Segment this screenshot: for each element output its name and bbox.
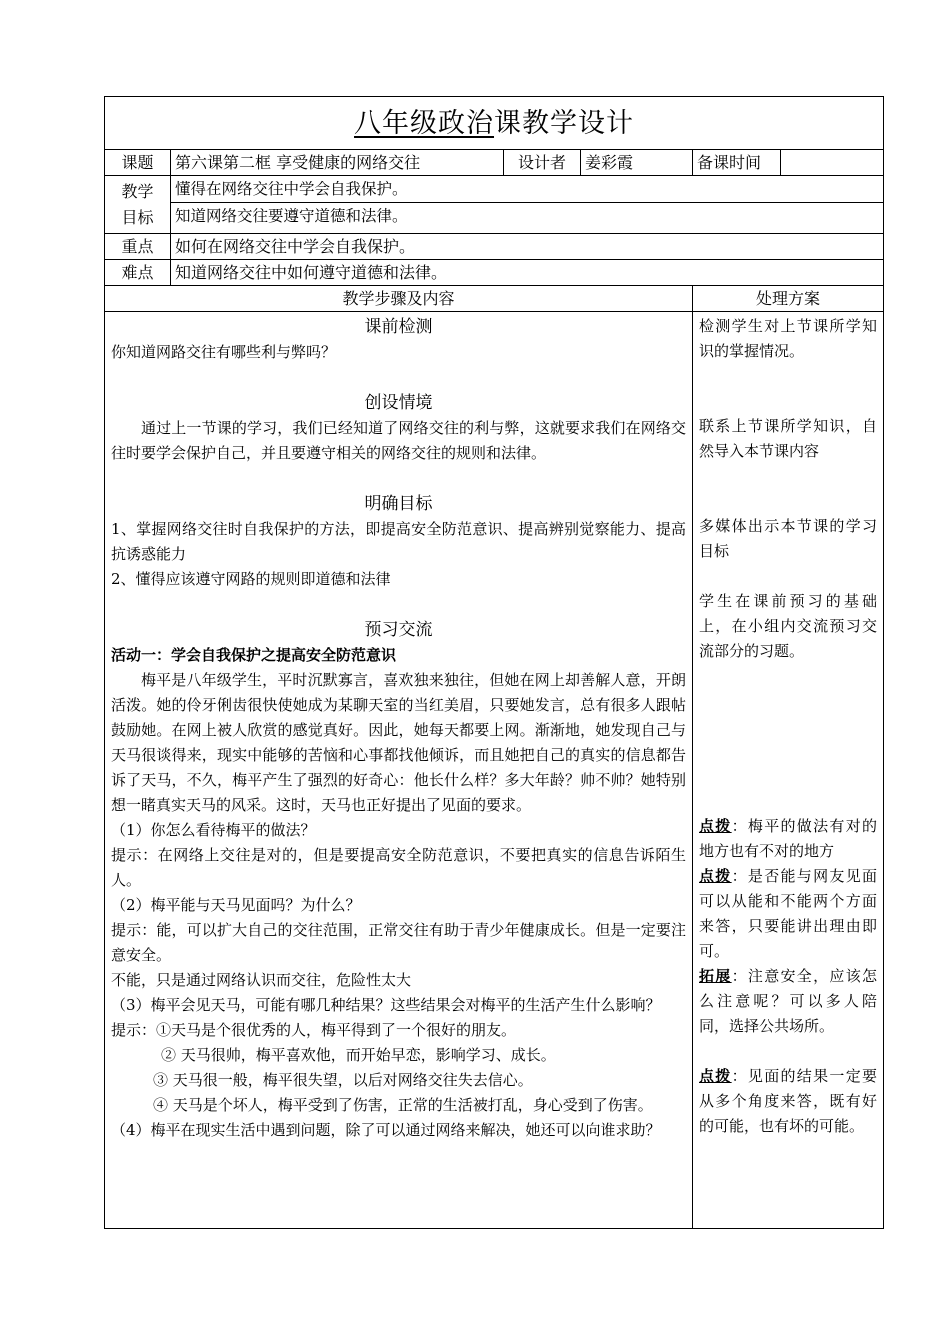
tip-2-label: 点拨 <box>699 867 732 885</box>
goals-label <box>105 176 171 234</box>
steps-column-header: 教学步骤及内容 <box>105 286 693 312</box>
steps-content <box>105 312 693 1229</box>
lesson-value: 第六课第二框 享受健康的网络交往 <box>171 150 504 176</box>
objective-item-2: 2、懂得应该遵守网路的规则即道德和法律 <box>111 570 391 588</box>
prep-time-value <box>781 150 884 176</box>
key-point-value: 如何在网络交往中学会自我保护。 <box>171 234 884 260</box>
question-2: （2）梅平能与天马见面吗？为什么？ <box>111 896 361 914</box>
answer-3-2: ② 天马很帅，梅平喜欢他，而开始早恋，影响学习、成长。 <box>161 1046 556 1064</box>
tip-3-text: ：注意安全，应该怎么注意呢？可以多人陪同，选择公共场所。 <box>699 967 878 1035</box>
activity-heading: 活动一：学会自我保护之提高安全防范意识 <box>111 646 397 664</box>
designer-value: 姜彩霞 <box>581 150 693 176</box>
lesson-plan-table <box>104 96 884 1229</box>
tip-3-label: 拓展 <box>699 967 732 985</box>
pretest-text: 你知道网路交往有哪些利与弊吗？ <box>111 343 337 361</box>
tip-2 <box>699 864 877 964</box>
preview-title: 预习交流 <box>364 620 433 640</box>
plan-content <box>693 312 884 1229</box>
goal-item-1: 懂得在网络交往中学会自我保护。 <box>171 176 884 203</box>
plan-column-header: 处理方案 <box>693 286 884 312</box>
designer-label: 设计者 <box>504 150 581 176</box>
tip-4-text: ：见面的结果一定要从多个角度来答，既有好的可能，也有坏的可能。 <box>699 1067 878 1135</box>
tip-4-label: 点拨 <box>699 1067 732 1085</box>
note-objectives: 多媒体出示本节课的学习目标 <box>699 517 878 560</box>
note-pretest: 检测学生对上节课所学知识的掌握情况。 <box>699 317 878 360</box>
objective-item-1: 1、掌握网络交往时自我保护的方法，即提高安全防范意识、提高辨别觉察能力、提高抗诱惑能力 <box>111 520 686 563</box>
goals-label-line1: 教学 <box>121 181 154 201</box>
answer-2a: 提示：能，可以扩大自己的交往范围，正常交往有助于青少年健康成长。但是一定要注意安全。 <box>111 921 686 964</box>
scenario-text: 通过上一节课的学习，我们已经知道了网络交往的利与弊，这就要求我们在网络交往时要学会保护自己，并且要遵守相关的网络交往的规则和法律。 <box>111 419 686 462</box>
question-1: （1）你怎么看待梅平的做法？ <box>111 821 316 839</box>
scenario-title: 创设情境 <box>364 393 433 413</box>
question-4: （4）梅平在现实生活中遇到问题，除了可以通过网络来解决，她还可以向谁求助？ <box>111 1121 661 1139</box>
goals-label-line2: 目标 <box>121 207 154 227</box>
tip-4 <box>699 1064 877 1139</box>
difficulty-value: 知道网络交往中如何遵守道德和法律。 <box>171 260 884 286</box>
lesson-plan-page <box>104 96 883 1229</box>
title-underlined: 八年级政治 <box>354 107 495 139</box>
document-title <box>105 97 884 150</box>
answer-3-3: ③ 天马很一般，梅平很失望，以后对网络交往失去信心。 <box>153 1071 533 1089</box>
story-text: 梅平是八年级学生，平时沉默寡言，喜欢独来独往，但她在网上却善解人意，开朗活泼。她的伶牙俐齿很快使她成为某聊天室的当红美眉，只要她发言，总有很多人跟帖鼓励她。在网上被人欣赏的感觉真好。因此，她每天都要上网。渐渐地，她发现自己与天马很谈得来，现实中能够的苦恼和心事都找他倾诉，而且她把自己的真实的信息都告诉了天马，不久，梅平产生了强烈的好奇心：他长什么样？多大年龄？帅不帅？她特别想一睹真实天马的风采。这时，天马也正好提出了见面的要求。 <box>111 671 686 814</box>
difficulty-label: 难点 <box>105 260 171 286</box>
answer-3-4: ④ 天马是个坏人，梅平受到了伤害，正常的生活被打乱，身心受到了伤害。 <box>153 1096 653 1114</box>
lesson-label: 课题 <box>105 150 171 176</box>
tip-2-text: ：是否能与网友见面可以从能和不能两个方面来答，只要能讲出理由即可。 <box>699 867 878 960</box>
pretest-title: 课前检测 <box>364 317 433 337</box>
key-point-label: 重点 <box>105 234 171 260</box>
tip-1 <box>699 814 877 864</box>
answer-1: 提示：在网络上交往是对的，但是要提高安全防范意识，不要把真实的信息告诉陌生人。 <box>111 846 686 889</box>
answer-3-1: 提示：①天马是个很优秀的人，梅平得到了一个很好的朋友。 <box>111 1021 517 1039</box>
goal-item-2: 知道网络交往要遵守道德和法律。 <box>171 203 884 234</box>
objectives-title: 明确目标 <box>364 494 433 514</box>
note-preview: 学生在课前预习的基础上，在小组内交流预习交流部分的习题。 <box>699 592 878 660</box>
tip-3 <box>699 964 877 1039</box>
tip-1-text: ：梅平的做法有对的地方也有不对的地方 <box>699 817 878 860</box>
note-scenario: 联系上节课所学知识，自然导入本节课内容 <box>699 417 878 460</box>
answer-2b: 不能，只是通过网络认识而交往，危险性太大 <box>111 971 412 989</box>
prep-time-label: 备课时间 <box>693 150 781 176</box>
tip-1-label: 点拨 <box>699 817 732 835</box>
title-rest: 课教学设计 <box>494 107 635 139</box>
question-3: （3）梅平会见天马，可能有哪几种结果？这些结果会对梅平的生活产生什么影响？ <box>111 996 661 1014</box>
